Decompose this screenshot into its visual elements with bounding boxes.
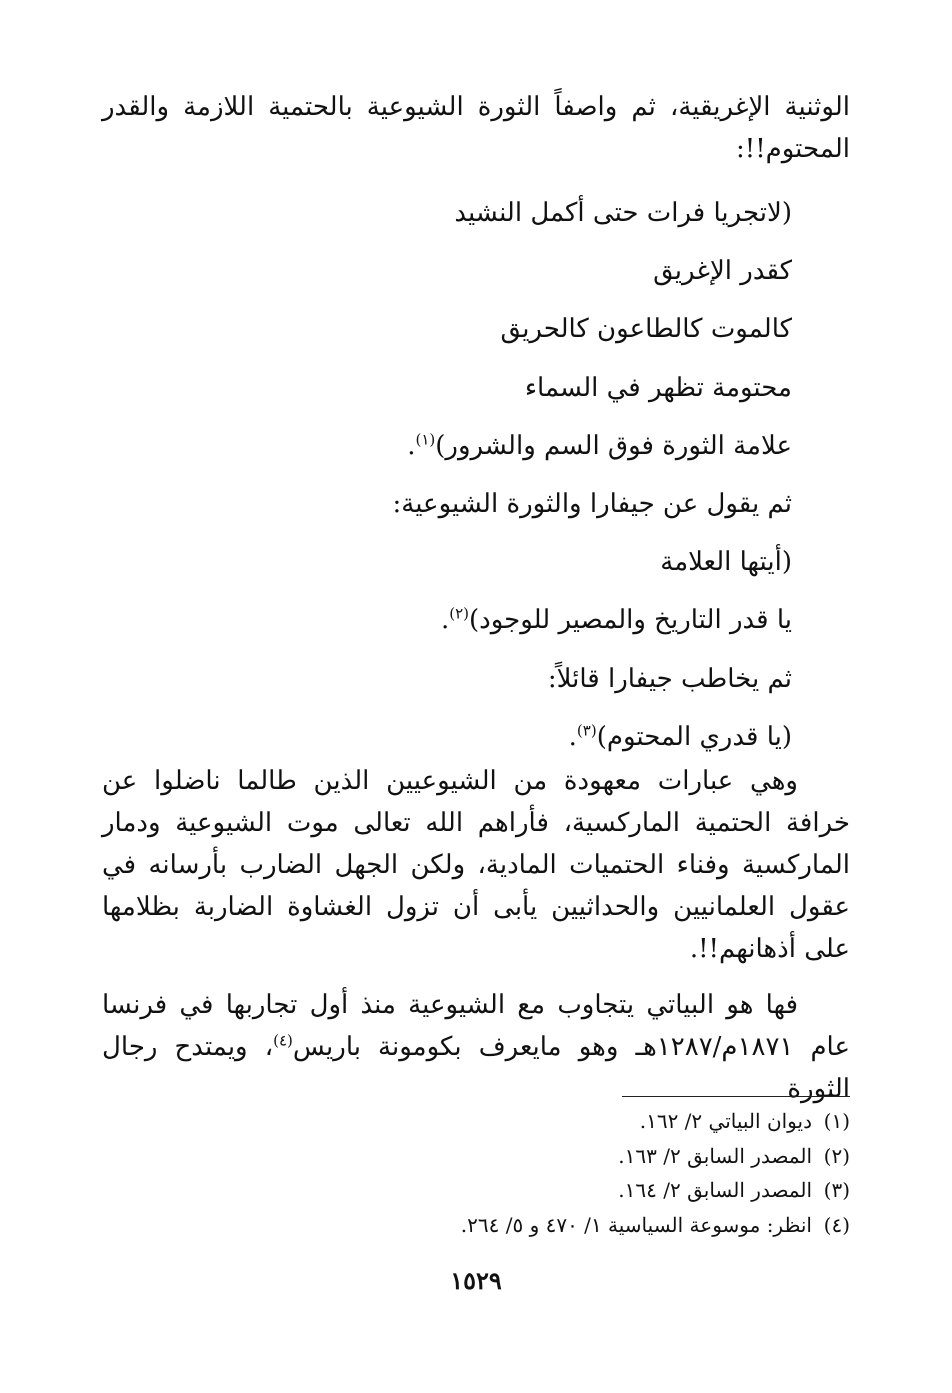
poem-line: محتومة تظهر في السماء [524,372,792,403]
poem-line-text: علامة الثورة فوق السم والشرور) [435,430,792,461]
footnote-text: المصدر السابق ٢/ ١٦٣. [618,1143,812,1168]
footnote-ref: (٣) [576,721,597,740]
body-paragraph: وهي عبارات معهودة من الشيوعيين الذين طالما ناضلوا عن خرافة الحتمية الماركسية، فأراهم الله تعالى موت الشيوعية ودمار الماركسية وفناء الحتميات المادية، ولكن الجهل الضارب بأرسانه في عقول العلمانيين والحداثيين يأبى أن تزول الغشاوة الضاربة بظلامها على أذهانهم!!. [102,766,850,964]
footnote-ref: (١) [415,430,436,449]
footnote-text: انظر: موسوعة السياسية ١/ ٤٧٠ و ٥/ ٢٦٤. [460,1212,812,1237]
poem-line-end: . [407,430,416,461]
footnote [102,1173,850,1208]
footnote-number: (٢) [823,1143,850,1168]
paragraph-text: فها هو البياتي يتجاوب مع الشيوعية منذ أول تجاربها في فرنسا عام ١٨٧١م/١٢٨٧هـ وهو مايعرف بكومونة باريس [102,990,850,1062]
footnote-ref: (٤) [273,1031,293,1050]
footnote-ref: (٢) [449,604,469,623]
paragraph-text: ، ويمتدح رجال الثورة [102,1032,850,1104]
poem-line [192,417,792,475]
footnote [102,1139,850,1174]
footnote-number: (١) [823,1109,850,1133]
footnote-number: (٣) [823,1178,850,1202]
poem-line-end: . [568,721,577,752]
footnote-divider [622,1096,850,1097]
poem-line: ثم يقول عن جيفارا والثورة الشيوعية: [392,488,792,519]
intro-paragraph: الوثنية الإغريقية، ثم واصفاً الثورة الشيوعية بالحتمية اللازمة والقدر المحتوم!!: [102,92,850,164]
poem-line [192,708,792,766]
page-number: ١٥٢٩ [450,1266,502,1295]
footnote-number: (٤) [823,1212,850,1237]
poem-line: كقدر الإغريق [653,256,792,287]
footnote-text: المصدر السابق ٢/ ١٦٤. [618,1178,812,1202]
poem-line-text: (يا قدري المحتوم) [596,721,792,752]
poem-line: كالموت كالطاعون كالحريق [500,314,792,345]
poem-line: (أيتها العلامة [660,547,792,578]
poem-line-end: . [440,605,450,636]
poem-line-text: يا قدر التاريخ والمصير للوجود) [469,605,792,636]
footnotes-list [102,1104,850,1242]
poem-line [192,591,792,649]
footnote [102,1104,850,1139]
poem-block [192,184,792,766]
poem-line: (لاتجريا فرات حتى أكمل النشيد [454,198,792,228]
body-paragraph [102,984,850,1110]
poem-line: ثم يخاطب جيفارا قائلاً: [547,663,792,694]
footnote-text: ديوان البياتي ٢/ ١٦٢. [639,1109,812,1133]
footnote [102,1208,850,1243]
